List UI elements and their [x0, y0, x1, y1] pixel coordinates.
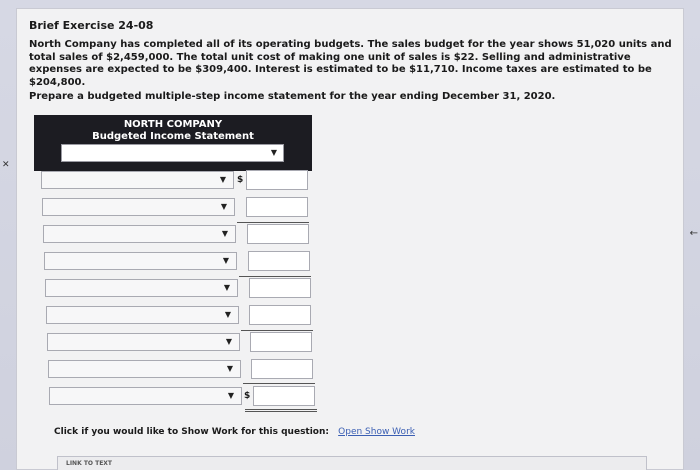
- row-amount-input[interactable]: [253, 386, 315, 406]
- triangle-down-icon: ▼: [222, 256, 229, 265]
- row-label-select[interactable]: [47, 333, 240, 351]
- row-amount-input[interactable]: [246, 197, 308, 217]
- currency-symbol: $: [237, 175, 244, 185]
- total-underline: [237, 222, 309, 223]
- statement-name: Budgeted Income Statement: [92, 131, 254, 142]
- total-underline: [241, 330, 313, 331]
- period-select[interactable]: [61, 144, 284, 162]
- row-label-select[interactable]: [44, 252, 237, 270]
- row-label-select[interactable]: [43, 225, 236, 243]
- row-amount-input[interactable]: [247, 224, 309, 244]
- triangle-down-icon: ▼: [224, 310, 231, 319]
- triangle-down-icon: ▼: [221, 229, 228, 238]
- total-underline: [243, 383, 315, 384]
- row-label-select[interactable]: [46, 306, 239, 324]
- triangle-down-icon: ▼: [226, 364, 233, 373]
- row-label-select[interactable]: [48, 360, 241, 378]
- triangle-down-icon: ▼: [220, 202, 227, 211]
- triangle-down-icon: ▼: [227, 391, 234, 400]
- open-show-work-link[interactable]: Open Show Work: [338, 427, 415, 437]
- triangle-down-icon: ▼: [225, 337, 232, 346]
- statement-header: [34, 115, 312, 171]
- row-amount-input[interactable]: [249, 305, 311, 325]
- link-to-text-button[interactable]: LINK TO TEXT: [57, 456, 647, 470]
- row-label-select[interactable]: [49, 387, 242, 405]
- triangle-down-icon: ▼: [270, 148, 277, 157]
- total-underline: [239, 276, 311, 277]
- triangle-down-icon: ▼: [219, 175, 226, 184]
- show-work-prompt: Click if you would like to Show Work for this question: Open Show Work: [54, 427, 415, 437]
- double-underline: [245, 409, 317, 412]
- row-label-select[interactable]: [41, 171, 234, 189]
- row-amount-input[interactable]: [249, 278, 311, 298]
- problem-text: North Company has completed all of its operating budgets. The sales budget for the year shows 51,020 units and total sales of $2,459,000. The total unit cost of making one unit of sales is $22. Selling and administrative expenses are expected to be $309,400. Interest is estimated to be $11,710. Income taxes are estimated to be $204,800.: [29, 39, 672, 88]
- currency-symbol: $: [244, 391, 251, 401]
- row-amount-input[interactable]: [251, 359, 313, 379]
- triangle-down-icon: ▼: [223, 283, 230, 292]
- edge-mark-icon: ✕: [2, 160, 10, 170]
- arrow-left-icon: ←: [689, 228, 698, 239]
- row-label-select[interactable]: [45, 279, 238, 297]
- row-amount-input[interactable]: [248, 251, 310, 271]
- company-name: NORTH COMPANY: [123, 119, 223, 130]
- exercise-title: Brief Exercise 24-08: [29, 19, 154, 32]
- row-label-select[interactable]: [42, 198, 235, 216]
- exercise-page: [16, 8, 684, 470]
- instruction-text: Prepare a budgeted multiple-step income statement for the year ending December 31, 2020.: [29, 91, 556, 102]
- row-amount-input[interactable]: [246, 170, 308, 190]
- row-amount-input[interactable]: [250, 332, 312, 352]
